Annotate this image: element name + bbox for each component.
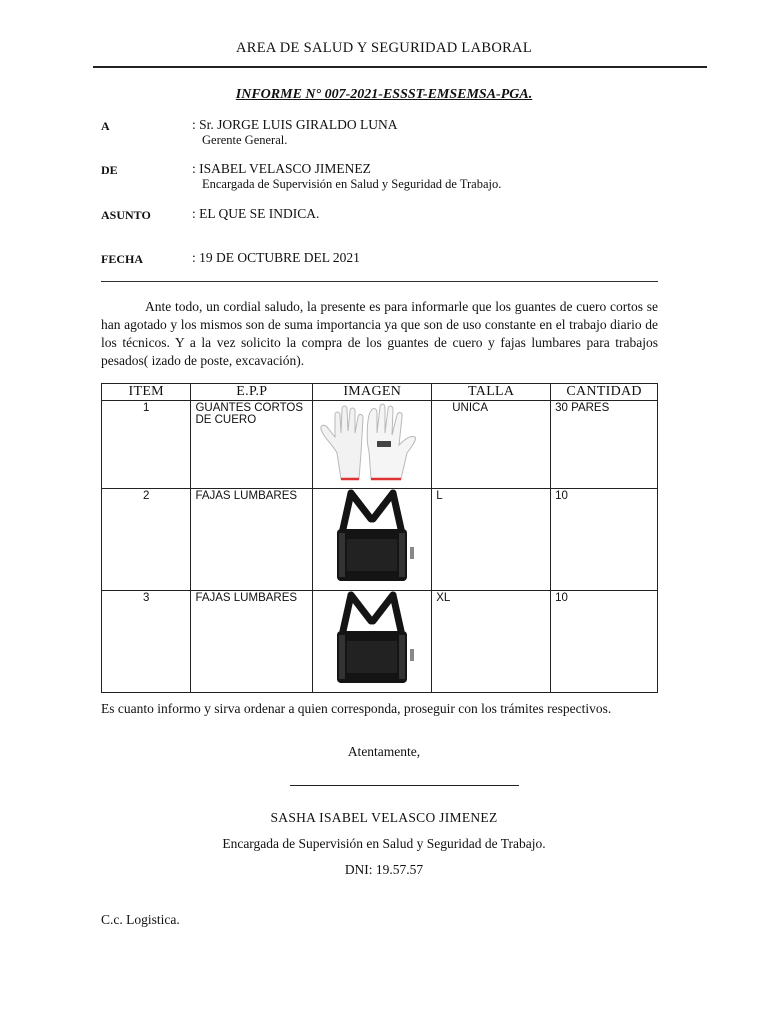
- epp-name: FAJAS LUMBARES: [191, 591, 313, 693]
- to-name: : Sr. JORGE LUIS GIRALDO LUNA: [192, 117, 398, 132]
- table-header-row: [102, 384, 658, 401]
- area-heading: AREA DE SALUD Y SEGURIDAD LABORAL: [235, 40, 532, 56]
- date-value: : 19 DE OCTUBRE DEL 2021: [192, 250, 360, 265]
- signer-dni: DNI: 19.57.57: [344, 862, 424, 877]
- talla-value: L: [432, 489, 551, 591]
- item-number: 3: [102, 591, 191, 693]
- from-name: : ISABEL VELASCO JIMENEZ: [192, 161, 371, 176]
- product-image-cell: [313, 401, 432, 489]
- regards-text: Atentamente,: [347, 744, 421, 759]
- to-role: Gerente General.: [202, 133, 288, 147]
- col-epp-header: E.P.P: [191, 384, 313, 401]
- subject-label: ASUNTO: [101, 208, 151, 222]
- product-image-cell: [313, 489, 432, 591]
- subject-value: : EL QUE SE INDICA.: [192, 206, 320, 221]
- signer-role: Encargada de Supervisión en Salud y Seguridad de Trabajo.: [222, 836, 546, 851]
- carbon-copy: C.c. Logistica.: [101, 912, 180, 927]
- item-number: 1: [102, 401, 191, 489]
- body-paragraph: [101, 298, 658, 370]
- epp-name: FAJAS LUMBARES: [191, 489, 313, 591]
- from-role: Encargada de Supervisión en Salud y Seguridad de Trabajo.: [202, 177, 502, 191]
- col-item-header: ITEM: [102, 384, 191, 401]
- epp-table: [101, 383, 658, 693]
- table-row: [102, 591, 658, 693]
- lumbar-belt-image: [313, 489, 431, 587]
- table-row: [102, 489, 658, 591]
- cantidad-value: 10: [551, 489, 658, 591]
- col-talla-header: TALLA: [432, 384, 551, 401]
- product-image-cell: [313, 591, 432, 693]
- section-divider: [101, 281, 658, 282]
- signature-line: [290, 785, 519, 786]
- cantidad-value: 10: [551, 591, 658, 693]
- leather-gloves-image: [313, 401, 431, 485]
- body-paragraph-text: Ante todo, un cordial saludo, la presente es para informarle que los guantes de cuero cortos se han agotado y los mismos son de suma importancia ya que son de uso constante en el trabajo diario de los técnicos. Y a la vez solicito la compra de los guantes de cuero y fajas lumbares para trabajos pesados( izado de poste, excavación).: [101, 299, 658, 368]
- lumbar-belt-image: [313, 591, 431, 689]
- report-title: INFORME N° 007-2021-ESSST-EMSEMSA-PGA.: [235, 87, 533, 102]
- closing-text: Es cuanto informo y sirva ordenar a quien corresponda, proseguir con los trámites respectivos.: [101, 701, 612, 716]
- talla-value: XL: [432, 591, 551, 693]
- col-image-header: IMAGEN: [313, 384, 432, 401]
- epp-name: GUANTES CORTOS DE CUERO: [191, 401, 313, 489]
- talla-value: UNICA: [432, 401, 551, 489]
- table-row: [102, 401, 658, 489]
- signer-name: SASHA ISABEL VELASCO JIMENEZ: [270, 810, 498, 825]
- cantidad-value: 30 PARES: [551, 401, 658, 489]
- item-number: 2: [102, 489, 191, 591]
- date-label: FECHA: [101, 252, 143, 266]
- col-cantidad-header: CANTIDAD: [551, 384, 658, 401]
- from-label: DE: [101, 163, 118, 177]
- header-divider: [93, 66, 707, 68]
- to-label: A: [101, 119, 110, 133]
